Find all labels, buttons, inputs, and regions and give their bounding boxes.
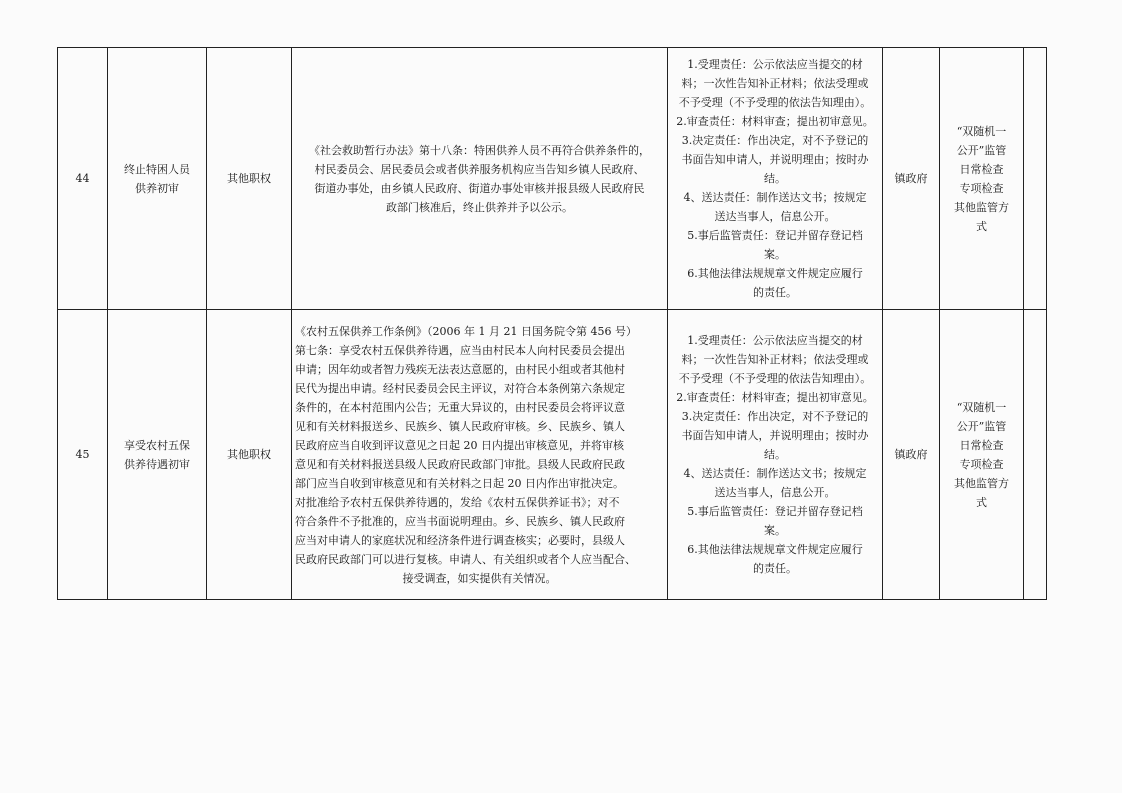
power-category-text: 其他职权 (227, 448, 271, 461)
supervision-line: “双随机一 (956, 124, 1007, 138)
supervision-line: 其他监管方 (954, 200, 1009, 214)
legal-basis-line: 民代为提出申请。经村民委员会民主评议，对符合本条例第六条规定 (295, 381, 625, 395)
supervision-line: 式 (976, 495, 987, 509)
item-name (108, 310, 207, 600)
responsibility-line: 不予受理（不予受理的依法告知理由）。 (678, 96, 872, 109)
responsible-subject (883, 48, 940, 310)
supervision-line: 公开”监管 (956, 419, 1007, 433)
responsibility-line: 3.决定责任：作出决定，对不予登记的 (681, 410, 869, 423)
responsibility-line: 送达当事人，信息公开。 (714, 486, 836, 499)
legal-basis-line: 街道办事处，由乡镇人民政府、街道办事处审核并报县级人民政府民 (314, 181, 645, 195)
item-name-line: 享受农村五保 (124, 438, 190, 452)
responsibility-line: 4、送达责任：制作送达文书；按规定 (683, 191, 867, 204)
responsibility-line: 料；一次性告知补正材料；依法受理或 (681, 77, 869, 90)
item-name (108, 48, 207, 310)
power-category (207, 310, 292, 600)
legal-basis (292, 310, 668, 600)
supervision-line: 专项检查 (959, 457, 1004, 471)
legal-basis-line: 《农村五保供养工作条例》（2006 年 1 月 21 日国务院令第 456 号） (295, 324, 637, 338)
responsibility-line: 4、送达责任：制作送达文书；按规定 (683, 467, 867, 480)
remark (1024, 310, 1047, 600)
legal-basis-line: 部门应当自收到审核意见和有关材料之日起 20 日内作出审批决定。 (295, 476, 624, 490)
supervision-line: 其他监管方 (954, 476, 1009, 490)
responsibility-line: 1.受理责任：公示依法应当提交的材 (687, 334, 863, 347)
responsibility-line: 的责任。 (753, 286, 797, 299)
supervision-line: 专项检查 (959, 181, 1004, 195)
legal-basis-line: 政部门核准后，终止供养并予以公示。 (386, 200, 573, 214)
remark (1024, 48, 1047, 310)
responsibility-line: 结。 (764, 172, 786, 185)
legal-basis-line: 民政府民政部门可以进行复核。申请人、有关组织或者个人应当配合、 (295, 552, 636, 566)
responsibility-line: 6.其他法律法规规章文件规定应履行 (687, 267, 863, 280)
responsibility-line: 2.审查责任：材料审查；提出初审意见。 (676, 391, 874, 404)
responsibility-line: 结。 (764, 448, 786, 461)
responsible-subject (883, 310, 940, 600)
legal-basis-line: 民政府应当自收到评议意见之日起 20 日内提出审核意见，并将审核 (295, 438, 624, 452)
legal-basis (292, 48, 668, 310)
power-category (207, 48, 292, 310)
legal-basis-line: 村民委员会、居民委员会或者供养服务机构应当告知乡镇人民政府、 (314, 162, 645, 176)
table-row (58, 310, 1047, 600)
responsibility-line: 书面告知申请人，并说明理由；按时办 (681, 153, 869, 166)
legal-basis-line: 《社会救助暂行办法》第十八条：特困供养人员不再符合供养条件的， (309, 143, 650, 157)
responsibility-line: 的责任。 (753, 562, 797, 575)
responsibility-line: 案。 (764, 524, 786, 537)
legal-basis-line: 条件的，在本村范围内公告；无重大异议的，由村民委员会将评议意 (295, 400, 625, 414)
responsibility-line: 5.事后监管责任：登记并留存登记档 (687, 505, 863, 518)
responsibility-line: 1.受理责任：公示依法应当提交的材 (687, 58, 863, 71)
item-name-line: 供养待遇初审 (124, 457, 190, 471)
responsible-subject-text: 镇政府 (894, 172, 928, 185)
row-number-text: 45 (75, 448, 90, 461)
responsibility-line: 2.审查责任：材料审查；提出初审意见。 (676, 115, 874, 128)
responsibility-line: 3.决定责任：作出决定，对不予登记的 (681, 134, 869, 147)
responsibility-items (668, 48, 883, 310)
responsibility-line: 案。 (764, 248, 786, 261)
row-number-text: 44 (75, 172, 90, 185)
legal-basis-line: 对批准给予农村五保供养待遇的，发给《农村五保供养证书》；对不 (295, 495, 620, 509)
legal-basis-line: 意见和有关材料报送县级人民政府民政部门审批。县级人民政府民政 (295, 457, 625, 471)
legal-basis-line: 接受调查，如实提供有关情况。 (402, 571, 557, 585)
row-number (58, 48, 108, 310)
supervision-line: 式 (976, 219, 987, 233)
supervision-method (940, 48, 1024, 310)
responsibility-line: 5.事后监管责任：登记并留存登记档 (687, 229, 863, 242)
legal-basis-line: 第七条：享受农村五保供养待遇，应当由村民本人向村民委员会提出 (295, 343, 625, 357)
power-list-table (57, 47, 1047, 600)
legal-basis-line: 申请；因年幼或者智力残疾无法表达意愿的，由村民小组或者其他村 (295, 362, 625, 376)
legal-basis-line: 符合条件不予批准的，应当书面说明理由。乡、民族乡、镇人民政府 (295, 514, 625, 528)
table-row (58, 48, 1047, 310)
responsibility-line: 6.其他法律法规规章文件规定应履行 (687, 543, 863, 556)
supervision-line: 公开”监管 (956, 143, 1007, 157)
responsible-subject-text: 镇政府 (894, 448, 928, 461)
responsibility-line: 料；一次性告知补正材料；依法受理或 (681, 353, 869, 366)
item-name-line: 供养初审 (135, 181, 179, 195)
responsibility-line: 不予受理（不予受理的依法告知理由）。 (678, 372, 872, 385)
supervision-line: “双随机一 (956, 400, 1007, 414)
row-number (58, 310, 108, 600)
legal-basis-line: 应当对申请人的家庭状况和经济条件进行调查核实；必要时，县级人 (295, 533, 625, 547)
responsibility-line: 书面告知申请人，并说明理由；按时办 (681, 429, 869, 442)
supervision-method (940, 310, 1024, 600)
supervision-line: 日常检查 (959, 438, 1004, 452)
responsibility-items (668, 310, 883, 600)
responsibility-line: 送达当事人，信息公开。 (714, 210, 836, 223)
supervision-line: 日常检查 (959, 162, 1004, 176)
item-name-line: 终止特困人员 (124, 162, 190, 176)
power-category-text: 其他职权 (227, 172, 271, 185)
legal-basis-line: 见和有关材料报送乡、民族乡、镇人民政府审核。乡、民族乡、镇人 (295, 419, 625, 433)
